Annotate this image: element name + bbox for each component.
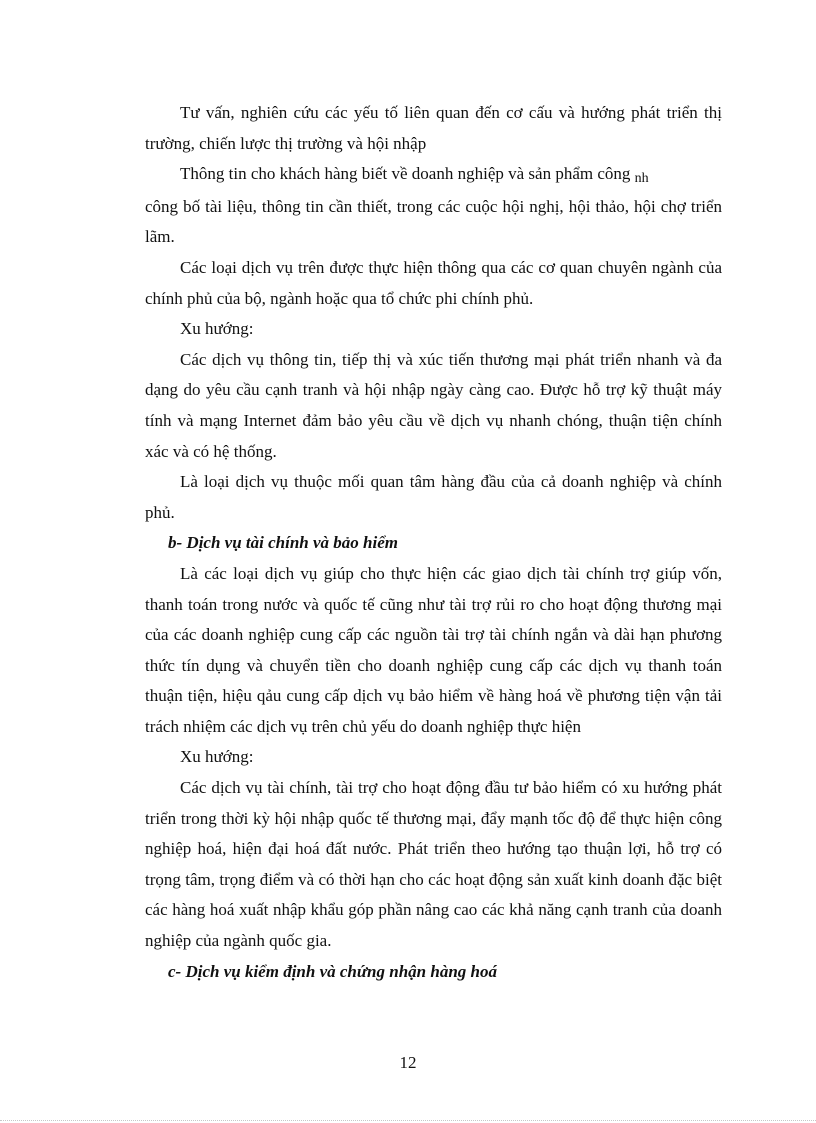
trend-label-2: Xu hướng: — [180, 747, 254, 767]
paragraph-customer-info — [145, 159, 722, 192]
section-heading-inspection: c- Dịch vụ kiểm định và chứng nhận hàng hoá — [168, 961, 497, 981]
trend-label-1: Xu hướng: — [180, 319, 254, 339]
page-edge-divider — [0, 1120, 816, 1121]
paragraph-customer-info-text: Thông tin cho khách hàng biết về doanh nghiệp và sản phẩm công — [180, 164, 631, 184]
paragraph-consulting: Tư vấn, nghiên cứu các yếu tố liên quan đến cơ cấu và hướng phát triển thị trường, chiến lược thị trường và hội nhập — [145, 103, 722, 153]
paragraph-service-providers: Các loại dịch vụ trên được thực hiện thông qua các cơ quan chuyên ngành của chính phủ của bộ, ngành hoặc qua tổ chức phi chính phủ. — [145, 257, 722, 308]
paragraph-info-trend: Các dịch vụ thông tin, tiếp thị và xúc tiến thương mại phát triển nhanh và đa dạng do yêu cầu cạnh tranh và hội nhập ngày càng cao. Được hỗ trợ kỹ thuật máy tính và mạng Internet đảm bảo yêu cầu về dịch vụ nhanh chóng, thuận tiện chính xác và có hệ thống. — [145, 349, 722, 461]
paragraph-finance-services: Là các loại dịch vụ giúp cho thực hiện các giao dịch tài chính trợ giúp vốn, thanh toán trong nước và quốc tế cũng như tài trợ rủi ro cho hoạt động thương mại của các doanh nghiệp cung cấp các nguồn tài trợ tài chính ngắn và dài hạn phương thức tín dụng và chuyển tiền cho doanh nghiệp cung cấp các dịch vụ thanh toán thuận tiện, hiệu qảu cung cấp dịch vụ bảo hiểm về hàng hoá về phương tiện vận tải trách nhiệm các dịch vụ trên chủ yếu do doanh nghiệp thực hiện — [145, 563, 722, 736]
page-number: 12 — [399, 1053, 417, 1072]
stray-text-fragment: nh — [634, 171, 649, 187]
paragraph-publication: công bố tài liệu, thông tin cần thiết, trong các cuộc hội nghị, hội thảo, hội chợ triển lãm. — [145, 196, 722, 247]
document-body — [145, 98, 722, 987]
section-heading-finance: b- Dịch vụ tài chính và bảo hiểm — [168, 533, 398, 553]
paragraph-priority: Là loại dịch vụ thuộc mối quan tâm hàng đầu của cả doanh nghiệp và chính phủ. — [145, 472, 722, 522]
paragraph-finance-trend: Các dịch vụ tài chính, tài trợ cho hoạt động đầu tư bảo hiểm có xu hướng phát triển trong thời kỳ hội nhập quốc tế thương mại, đẩy mạnh tốc độ để thực hiện công nghiệp hoá, hiện đại hoá đất nước. Phát triển theo hướng tạo thuận lợi, hỗ trợ có trọng tâm, trọng điểm và có thời hạn cho các hoạt động sản xuất kinh doanh đặc biệt các hàng hoá xuất nhập khẩu góp phần nâng cao các khả năng cạnh tranh của doanh nghiệp của ngành quốc gia. — [145, 778, 722, 951]
